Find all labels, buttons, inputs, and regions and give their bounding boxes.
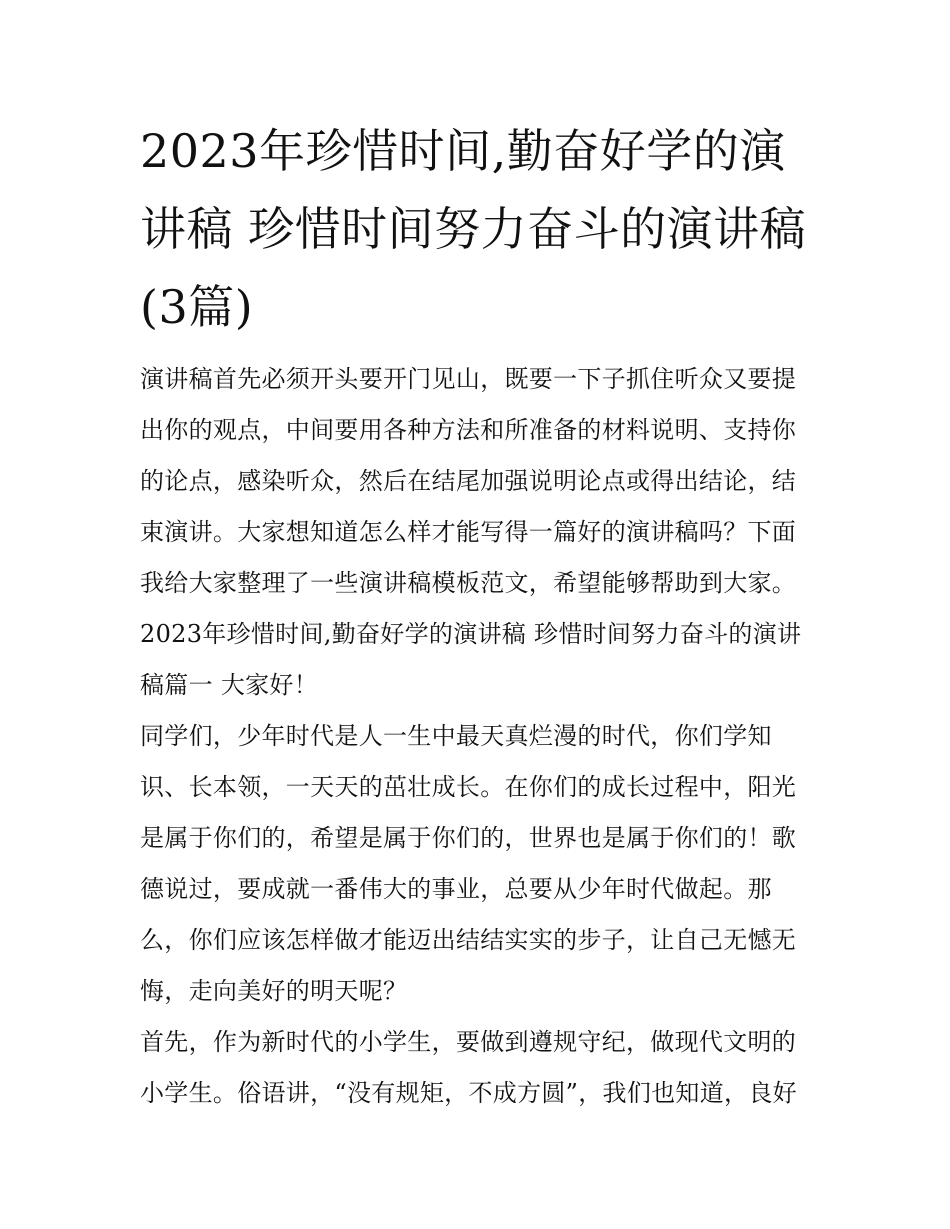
document-body: [140, 112, 812, 1119]
paragraph-heading-line: 2023年珍惜时间,勤奋好学的演讲稿 珍惜时间努力奋斗的演讲稿篇一 大家好！: [140, 620, 802, 699]
document-title: 2023年珍惜时间,勤奋好学的演讲稿 珍惜时间努力奋斗的演讲稿(3篇): [140, 124, 807, 334]
paragraph-youth: 同学们，少年时代是人一生中最天真烂漫的时代，你们学知识、长本领，一天天的茁壮成长。在你们的成长过程中，阳光是属于你们的，希望是属于你们的，世界也是属于你们的！歌德说过，要成就一番伟大的事业，总要从少年时代做起。那么，你们应该怎样做才能迈出结结实实的步子，让自己无憾无悔，走向美好的明天呢？: [140, 722, 797, 1005]
paragraph-intro: 演讲稿首先必须开头要开门见山，既要一下子抓住听众又要提出你的观点，中间要用各种方法和所准备的材料说明、支持你的论点，感染听众，然后在结尾加强说明论点或得出结论，结束演讲。大家想知道怎么样才能写得一篇好的演讲稿吗？下面我给大家整理了一些演讲稿模板范文，希望能够帮助到大家。: [140, 365, 797, 597]
paragraph-rules: 首先，作为新时代的小学生，要做到遵规守纪，做现代文明的小学生。俗语讲，“没有规矩，不成方圆”，我们也知道，良好: [140, 1028, 797, 1107]
